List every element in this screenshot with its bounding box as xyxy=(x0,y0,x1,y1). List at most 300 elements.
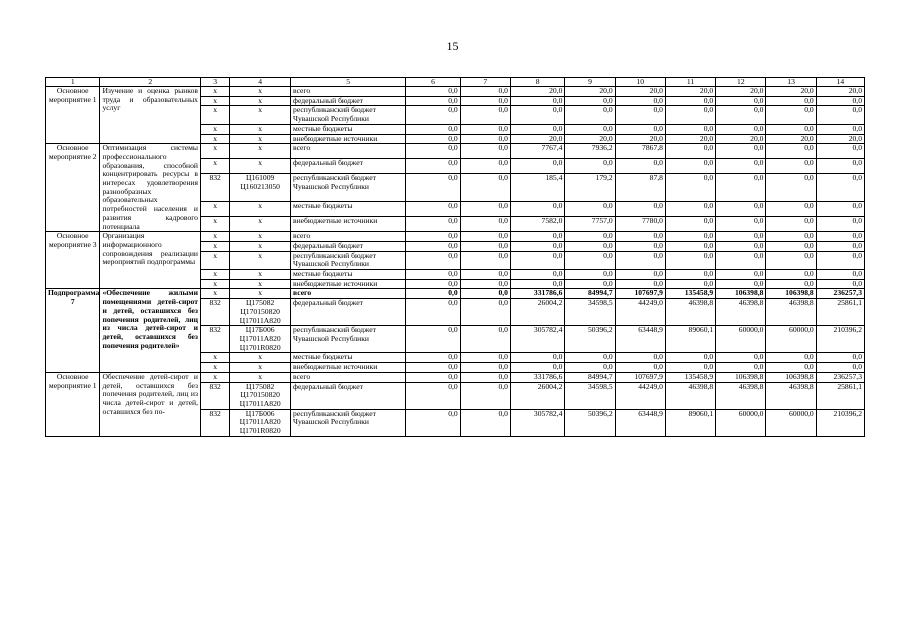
target-code-cell: x xyxy=(230,202,291,217)
column-number-header: 11 xyxy=(665,78,715,87)
amount-cell: 0,0 xyxy=(816,106,864,124)
amount-cell: 0,0 xyxy=(460,326,510,353)
amount-cell: 0,0 xyxy=(406,124,460,134)
amount-cell: 0,0 xyxy=(406,174,460,202)
amount-cell: 0,0 xyxy=(460,279,510,289)
amount-cell: 20,0 xyxy=(510,134,564,144)
amount-cell: 60000,0 xyxy=(716,326,766,353)
amount-cell: 0,0 xyxy=(510,241,564,251)
funding-source-cell: местные бюджеты xyxy=(291,202,406,217)
amount-cell: 0,0 xyxy=(406,382,460,409)
amount-cell: 0,0 xyxy=(460,124,510,134)
amount-cell: 0,0 xyxy=(510,159,564,174)
amount-cell: 0,0 xyxy=(406,202,460,217)
amount-cell: 0,0 xyxy=(406,96,460,106)
amount-cell: 44249,0 xyxy=(615,299,665,326)
column-number-header: 5 xyxy=(291,78,406,87)
amount-cell: 0,0 xyxy=(716,270,766,280)
amount-cell: 0,0 xyxy=(766,241,816,251)
column-number-header: 3 xyxy=(200,78,229,87)
amount-cell: 0,0 xyxy=(716,96,766,106)
amount-cell: 0,0 xyxy=(406,409,460,436)
amount-cell: 20,0 xyxy=(665,134,715,144)
amount-cell: 0,0 xyxy=(716,217,766,232)
amount-cell: 0,0 xyxy=(716,106,766,124)
funding-source-cell: республиканский бюджет Чувашской Республики xyxy=(291,174,406,202)
amount-cell: 0,0 xyxy=(766,270,816,280)
amount-cell: 20,0 xyxy=(665,87,715,97)
amount-cell: 0,0 xyxy=(716,363,766,373)
amount-cell: 0,0 xyxy=(460,363,510,373)
admin-code-cell: x xyxy=(200,270,229,280)
funding-source-cell: федеральный бюджет xyxy=(291,299,406,326)
measure-label: Основное мероприятие 1 xyxy=(46,87,100,144)
amount-cell: 0,0 xyxy=(615,202,665,217)
amount-cell: 0,0 xyxy=(816,353,864,363)
amount-cell: 63448,9 xyxy=(615,326,665,353)
amount-cell: 0,0 xyxy=(665,241,715,251)
amount-cell: 44249,0 xyxy=(615,382,665,409)
amount-cell: 0,0 xyxy=(510,96,564,106)
amount-cell: 0,0 xyxy=(665,232,715,242)
amount-cell: 89060,1 xyxy=(665,409,715,436)
admin-code-cell: x xyxy=(200,134,229,144)
funding-source-cell: федеральный бюджет xyxy=(291,159,406,174)
amount-cell: 0,0 xyxy=(510,279,564,289)
admin-code-cell: x xyxy=(200,241,229,251)
amount-cell: 0,0 xyxy=(565,106,615,124)
amount-cell: 0,0 xyxy=(665,106,715,124)
amount-cell: 20,0 xyxy=(816,87,864,97)
admin-code-cell: x xyxy=(200,289,229,299)
amount-cell: 0,0 xyxy=(406,289,460,299)
target-code-cell: x xyxy=(230,134,291,144)
column-number-header: 6 xyxy=(406,78,460,87)
funding-source-cell: республиканский бюджет Чувашской Республики xyxy=(291,106,406,124)
amount-cell: 0,0 xyxy=(460,202,510,217)
amount-cell: 0,0 xyxy=(460,217,510,232)
measure-description: Изучение и оценка рынков труда и образовательных услуг xyxy=(100,87,201,144)
amount-cell: 7767,4 xyxy=(510,144,564,159)
admin-code-cell: 832 xyxy=(200,326,229,353)
funding-source-cell: республиканский бюджет Чувашской Республики xyxy=(291,251,406,269)
amount-cell: 0,0 xyxy=(460,372,510,382)
funding-source-cell: местные бюджеты xyxy=(291,353,406,363)
amount-cell: 0,0 xyxy=(460,134,510,144)
target-code-cell: x xyxy=(230,96,291,106)
amount-cell: 135458,9 xyxy=(665,289,715,299)
amount-cell: 0,0 xyxy=(766,174,816,202)
target-code-cell: Ц175082 Ц170150820 Ц17011А820 xyxy=(230,299,291,326)
amount-cell: 0,0 xyxy=(766,124,816,134)
amount-cell: 0,0 xyxy=(460,144,510,159)
measure-description: Обеспечение детей-сирот и детей, оставшихся без попечения родителей, лиц из числа детей-сирот и детей, оставшихся без по- xyxy=(100,372,201,436)
amount-cell: 0,0 xyxy=(565,124,615,134)
amount-cell: 0,0 xyxy=(565,159,615,174)
target-code-cell: x xyxy=(230,279,291,289)
amount-cell: 0,0 xyxy=(665,217,715,232)
amount-cell: 0,0 xyxy=(665,174,715,202)
amount-cell: 89060,1 xyxy=(665,326,715,353)
amount-cell: 46398,8 xyxy=(766,299,816,326)
amount-cell: 0,0 xyxy=(565,202,615,217)
amount-cell: 34598,5 xyxy=(565,299,615,326)
admin-code-cell: x xyxy=(200,106,229,124)
column-number-row xyxy=(46,78,865,87)
target-code-cell: Ц175082 Ц170150820 Ц17011А820 xyxy=(230,382,291,409)
column-number-header: 10 xyxy=(615,78,665,87)
amount-cell: 0,0 xyxy=(406,299,460,326)
measure-description: Оптимизация системы профессионального образования, способной концентрировать ресурсы в интересах удовлетворения разнообразных образовательных потребностей населения и развития кадрового потенциала xyxy=(100,144,201,232)
amount-cell: 46398,8 xyxy=(716,299,766,326)
amount-cell: 0,0 xyxy=(665,96,715,106)
admin-code-cell: x xyxy=(200,353,229,363)
column-number-header: 12 xyxy=(716,78,766,87)
amount-cell: 50396,2 xyxy=(565,326,615,353)
amount-cell: 106398,8 xyxy=(716,289,766,299)
amount-cell: 107697,9 xyxy=(615,372,665,382)
amount-cell: 0,0 xyxy=(460,106,510,124)
budget-table xyxy=(45,77,865,437)
amount-cell: 0,0 xyxy=(615,241,665,251)
table-row xyxy=(46,87,865,97)
amount-cell: 0,0 xyxy=(460,382,510,409)
amount-cell: 0,0 xyxy=(565,363,615,373)
amount-cell: 0,0 xyxy=(406,106,460,124)
admin-code-cell: 832 xyxy=(200,174,229,202)
amount-cell: 0,0 xyxy=(816,159,864,174)
amount-cell: 0,0 xyxy=(406,279,460,289)
amount-cell: 0,0 xyxy=(460,251,510,269)
funding-source-cell: местные бюджеты xyxy=(291,270,406,280)
amount-cell: 87,8 xyxy=(615,174,665,202)
amount-cell: 0,0 xyxy=(406,232,460,242)
funding-source-cell: республиканский бюджет Чувашской Республики xyxy=(291,326,406,353)
target-code-cell: x xyxy=(230,106,291,124)
amount-cell: 0,0 xyxy=(615,232,665,242)
amount-cell: 63448,9 xyxy=(615,409,665,436)
amount-cell: 84994,7 xyxy=(565,372,615,382)
column-number-header: 8 xyxy=(510,78,564,87)
amount-cell: 20,0 xyxy=(716,134,766,144)
column-number-header: 9 xyxy=(565,78,615,87)
target-code-cell: x xyxy=(230,251,291,269)
amount-cell: 0,0 xyxy=(716,241,766,251)
funding-source-cell: всего xyxy=(291,372,406,382)
amount-cell: 0,0 xyxy=(665,279,715,289)
amount-cell: 0,0 xyxy=(460,409,510,436)
amount-cell: 0,0 xyxy=(565,353,615,363)
amount-cell: 0,0 xyxy=(766,251,816,269)
amount-cell: 0,0 xyxy=(460,270,510,280)
amount-cell: 20,0 xyxy=(565,134,615,144)
target-code-cell: x xyxy=(230,144,291,159)
funding-source-cell: внебюджетные источники xyxy=(291,217,406,232)
amount-cell: 0,0 xyxy=(510,270,564,280)
amount-cell: 84994,7 xyxy=(565,289,615,299)
funding-source-cell: федеральный бюджет xyxy=(291,96,406,106)
amount-cell: 0,0 xyxy=(766,106,816,124)
funding-source-cell: республиканский бюджет Чувашской Республики xyxy=(291,409,406,436)
measure-label: Подпрограмма 7 xyxy=(46,289,100,372)
amount-cell: 0,0 xyxy=(665,270,715,280)
column-number-header: 4 xyxy=(230,78,291,87)
amount-cell: 0,0 xyxy=(766,202,816,217)
funding-source-cell: федеральный бюджет xyxy=(291,241,406,251)
amount-cell: 0,0 xyxy=(510,232,564,242)
column-number-header: 1 xyxy=(46,78,100,87)
admin-code-cell: x xyxy=(200,87,229,97)
amount-cell: 0,0 xyxy=(716,159,766,174)
amount-cell: 0,0 xyxy=(510,353,564,363)
amount-cell: 0,0 xyxy=(816,124,864,134)
amount-cell: 0,0 xyxy=(816,270,864,280)
amount-cell: 0,0 xyxy=(510,251,564,269)
amount-cell: 0,0 xyxy=(406,241,460,251)
funding-source-cell: всего xyxy=(291,232,406,242)
amount-cell: 0,0 xyxy=(665,251,715,269)
target-code-cell: Ц161009 Ц160213050 xyxy=(230,174,291,202)
admin-code-cell: x xyxy=(200,124,229,134)
amount-cell: 0,0 xyxy=(665,202,715,217)
measure-label: Основное мероприятие 1 xyxy=(46,372,100,436)
amount-cell: 26004,2 xyxy=(510,382,564,409)
amount-cell: 0,0 xyxy=(766,217,816,232)
amount-cell: 20,0 xyxy=(615,134,665,144)
table-row xyxy=(46,372,865,382)
amount-cell: 7582,0 xyxy=(510,217,564,232)
amount-cell: 20,0 xyxy=(716,87,766,97)
amount-cell: 25861,1 xyxy=(816,382,864,409)
amount-cell: 0,0 xyxy=(406,353,460,363)
amount-cell: 0,0 xyxy=(716,202,766,217)
amount-cell: 0,0 xyxy=(766,363,816,373)
amount-cell: 0,0 xyxy=(406,270,460,280)
amount-cell: 0,0 xyxy=(665,363,715,373)
admin-code-cell: x xyxy=(200,159,229,174)
amount-cell: 46398,8 xyxy=(716,382,766,409)
amount-cell: 7867,8 xyxy=(615,144,665,159)
amount-cell: 0,0 xyxy=(766,353,816,363)
admin-code-cell: x xyxy=(200,279,229,289)
admin-code-cell: x xyxy=(200,372,229,382)
amount-cell: 0,0 xyxy=(460,159,510,174)
amount-cell: 210396,2 xyxy=(816,326,864,353)
amount-cell: 236257,3 xyxy=(816,372,864,382)
amount-cell: 20,0 xyxy=(565,87,615,97)
target-code-cell: Ц17Б006 Ц17011А820 Ц1701R0820 xyxy=(230,326,291,353)
amount-cell: 185,4 xyxy=(510,174,564,202)
amount-cell: 106398,8 xyxy=(766,372,816,382)
amount-cell: 0,0 xyxy=(766,159,816,174)
funding-source-cell: внебюджетные источники xyxy=(291,279,406,289)
admin-code-cell: x xyxy=(200,96,229,106)
amount-cell: 179,2 xyxy=(565,174,615,202)
target-code-cell: Ц17Б006 Ц17011А820 Ц1701R0820 xyxy=(230,409,291,436)
amount-cell: 20,0 xyxy=(766,87,816,97)
amount-cell: 0,0 xyxy=(460,96,510,106)
admin-code-cell: x xyxy=(200,251,229,269)
amount-cell: 20,0 xyxy=(615,87,665,97)
amount-cell: 0,0 xyxy=(460,353,510,363)
amount-cell: 0,0 xyxy=(615,279,665,289)
amount-cell: 0,0 xyxy=(615,96,665,106)
amount-cell: 20,0 xyxy=(766,134,816,144)
amount-cell: 0,0 xyxy=(615,363,665,373)
amount-cell: 0,0 xyxy=(565,241,615,251)
amount-cell: 236257,3 xyxy=(816,289,864,299)
table-row xyxy=(46,144,865,159)
funding-source-cell: федеральный бюджет xyxy=(291,382,406,409)
amount-cell: 50396,2 xyxy=(565,409,615,436)
amount-cell: 0,0 xyxy=(510,202,564,217)
target-code-cell: x xyxy=(230,241,291,251)
amount-cell: 0,0 xyxy=(665,124,715,134)
amount-cell: 135458,9 xyxy=(665,372,715,382)
amount-cell: 0,0 xyxy=(816,241,864,251)
amount-cell: 34598,5 xyxy=(565,382,615,409)
amount-cell: 0,0 xyxy=(816,96,864,106)
funding-source-cell: внебюджетные источники xyxy=(291,363,406,373)
amount-cell: 0,0 xyxy=(665,159,715,174)
amount-cell: 0,0 xyxy=(716,124,766,134)
amount-cell: 0,0 xyxy=(406,159,460,174)
admin-code-cell: x xyxy=(200,202,229,217)
funding-source-cell: всего xyxy=(291,289,406,299)
amount-cell: 0,0 xyxy=(816,217,864,232)
amount-cell: 0,0 xyxy=(716,353,766,363)
amount-cell: 7757,0 xyxy=(565,217,615,232)
amount-cell: 46398,8 xyxy=(665,299,715,326)
measure-label: Основное мероприятие 2 xyxy=(46,144,100,232)
amount-cell: 0,0 xyxy=(716,232,766,242)
amount-cell: 331786,6 xyxy=(510,289,564,299)
funding-source-cell: всего xyxy=(291,144,406,159)
amount-cell: 20,0 xyxy=(510,87,564,97)
amount-cell: 0,0 xyxy=(510,106,564,124)
amount-cell: 0,0 xyxy=(615,159,665,174)
amount-cell: 210396,2 xyxy=(816,409,864,436)
amount-cell: 0,0 xyxy=(816,363,864,373)
target-code-cell: x xyxy=(230,87,291,97)
measure-label: Основное мероприятие 3 xyxy=(46,232,100,289)
amount-cell: 331786,6 xyxy=(510,372,564,382)
amount-cell: 0,0 xyxy=(460,289,510,299)
amount-cell: 0,0 xyxy=(615,270,665,280)
target-code-cell: x xyxy=(230,270,291,280)
funding-source-cell: всего xyxy=(291,87,406,97)
amount-cell: 0,0 xyxy=(816,144,864,159)
admin-code-cell: x xyxy=(200,217,229,232)
amount-cell: 60000,0 xyxy=(766,326,816,353)
amount-cell: 0,0 xyxy=(716,251,766,269)
table-body xyxy=(46,87,865,437)
amount-cell: 60000,0 xyxy=(766,409,816,436)
amount-cell: 0,0 xyxy=(816,251,864,269)
admin-code-cell: 832 xyxy=(200,409,229,436)
amount-cell: 20,0 xyxy=(816,134,864,144)
amount-cell: 0,0 xyxy=(716,144,766,159)
amount-cell: 0,0 xyxy=(565,232,615,242)
amount-cell: 107697,9 xyxy=(615,289,665,299)
amount-cell: 0,0 xyxy=(510,363,564,373)
amount-cell: 0,0 xyxy=(766,96,816,106)
measure-description: «Обеспечение жилыми помещениями детей-сирот и детей, оставшихся без попечения родителей, лиц из числа детей-сирот и детей, оставшихся без попечения родителей» xyxy=(100,289,201,372)
admin-code-cell: x xyxy=(200,232,229,242)
amount-cell: 0,0 xyxy=(565,96,615,106)
amount-cell: 0,0 xyxy=(816,202,864,217)
amount-cell: 0,0 xyxy=(406,372,460,382)
amount-cell: 0,0 xyxy=(766,279,816,289)
amount-cell: 305782,4 xyxy=(510,409,564,436)
amount-cell: 0,0 xyxy=(615,353,665,363)
amount-cell: 0,0 xyxy=(406,326,460,353)
amount-cell: 0,0 xyxy=(406,134,460,144)
amount-cell: 0,0 xyxy=(510,124,564,134)
column-number-header: 13 xyxy=(766,78,816,87)
page-number: 15 xyxy=(446,39,459,53)
amount-cell: 0,0 xyxy=(615,251,665,269)
amount-cell: 305782,4 xyxy=(510,326,564,353)
amount-cell: 0,0 xyxy=(406,87,460,97)
amount-cell: 106398,8 xyxy=(766,289,816,299)
amount-cell: 0,0 xyxy=(406,144,460,159)
amount-cell: 0,0 xyxy=(406,217,460,232)
amount-cell: 0,0 xyxy=(816,232,864,242)
amount-cell: 60000,0 xyxy=(716,409,766,436)
amount-cell: 0,0 xyxy=(766,232,816,242)
measure-description: Организация информационного сопровождения реализации мероприятий подпрограммы xyxy=(100,232,201,289)
admin-code-cell: x xyxy=(200,144,229,159)
funding-source-cell: внебюджетные источники xyxy=(291,134,406,144)
amount-cell: 0,0 xyxy=(460,299,510,326)
target-code-cell: x xyxy=(230,217,291,232)
amount-cell: 0,0 xyxy=(565,270,615,280)
amount-cell: 0,0 xyxy=(816,174,864,202)
amount-cell: 0,0 xyxy=(460,232,510,242)
amount-cell: 0,0 xyxy=(716,174,766,202)
column-number-header: 7 xyxy=(460,78,510,87)
amount-cell: 0,0 xyxy=(565,251,615,269)
target-code-cell: x xyxy=(230,232,291,242)
amount-cell: 0,0 xyxy=(615,106,665,124)
column-number-header: 14 xyxy=(816,78,864,87)
target-code-cell: x xyxy=(230,363,291,373)
table-row xyxy=(46,289,865,299)
amount-cell: 106398,8 xyxy=(716,372,766,382)
admin-code-cell: 832 xyxy=(200,299,229,326)
amount-cell: 46398,8 xyxy=(665,382,715,409)
target-code-cell: x xyxy=(230,353,291,363)
amount-cell: 7780,0 xyxy=(615,217,665,232)
admin-code-cell: x xyxy=(200,363,229,373)
funding-source-cell: местные бюджеты xyxy=(291,124,406,134)
amount-cell: 0,0 xyxy=(406,251,460,269)
amount-cell: 0,0 xyxy=(716,279,766,289)
amount-cell: 0,0 xyxy=(816,279,864,289)
amount-cell: 46398,8 xyxy=(766,382,816,409)
amount-cell: 0,0 xyxy=(565,279,615,289)
amount-cell: 0,0 xyxy=(460,241,510,251)
target-code-cell: x xyxy=(230,159,291,174)
target-code-cell: x xyxy=(230,289,291,299)
target-code-cell: x xyxy=(230,372,291,382)
amount-cell: 7936,2 xyxy=(565,144,615,159)
amount-cell: 0,0 xyxy=(460,174,510,202)
table-row xyxy=(46,232,865,242)
target-code-cell: x xyxy=(230,124,291,134)
amount-cell: 0,0 xyxy=(766,144,816,159)
